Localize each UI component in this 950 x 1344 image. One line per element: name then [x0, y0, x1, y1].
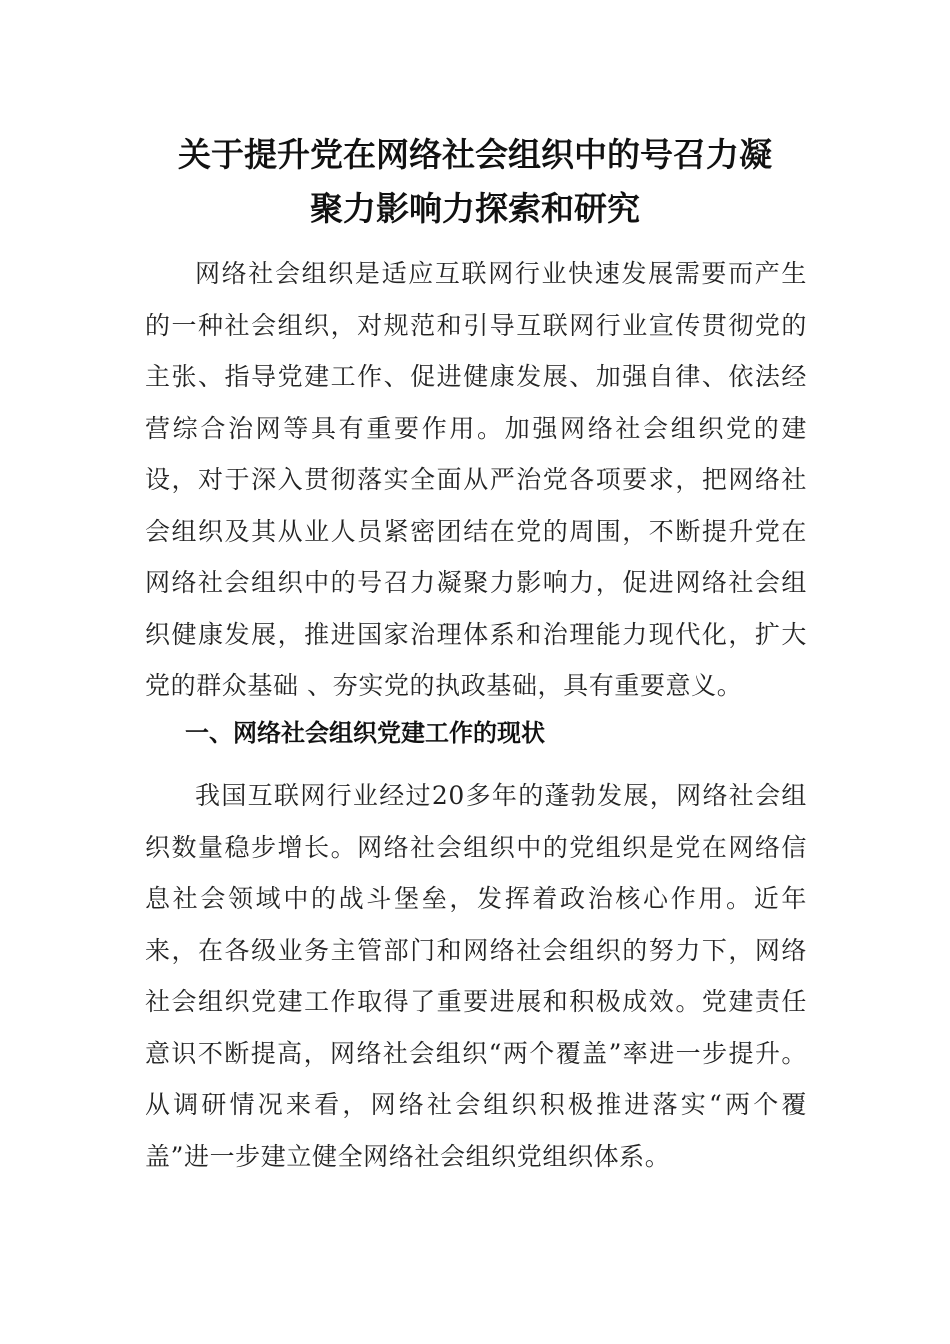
document-title — [120, 128, 830, 236]
title-line-2: 聚力影响力探索和研究 — [310, 189, 640, 228]
section-heading: 一、网络社会组织党建工作的现状 — [185, 719, 545, 747]
section-paragraph: 我国互联网行业经过20多年的蓬勃发展，网络社会组织数量稳步增长。网络社会组织中的党组织是党在网络信息社会领域中的战斗堡垒，发挥着政治核心作用。近年来，在各级业务主管部门和网络社会组织的努力下，网络社会组织党建工作取得了重要进展和积极成效。党建责任意识不断提高，网络社会组织“两个覆盖”率进一步提升。从调研情况来看，网络社会组织积极推进落实“两个覆盖”进一步建立健全网络社会组织党组织体系。 — [145, 781, 807, 1171]
title-line-1: 关于提升党在网络社会组织中的号召力凝 — [178, 135, 772, 174]
intro-paragraph: 网络社会组织是适应互联网行业快速发展需要而产生的一种社会组织，对规范和引导互联网行业宣传贯彻党的主张、指导党建工作、促进健康发展、加强自律、依法经营综合治网等具有重要作用。加强网络社会组织党的建设，对于深入贯彻落实全面从严治党各项要求，把网络社会组织及其从业人员紧密团结在党的周围，不断提升党在网络社会组织中的号召力凝聚力影响力，促进网络社会组织健康发展，推进国家治理体系和治理能力现代化，扩大党的群众基础 、夯实党的执政基础，具有重要意义。 — [145, 259, 807, 700]
